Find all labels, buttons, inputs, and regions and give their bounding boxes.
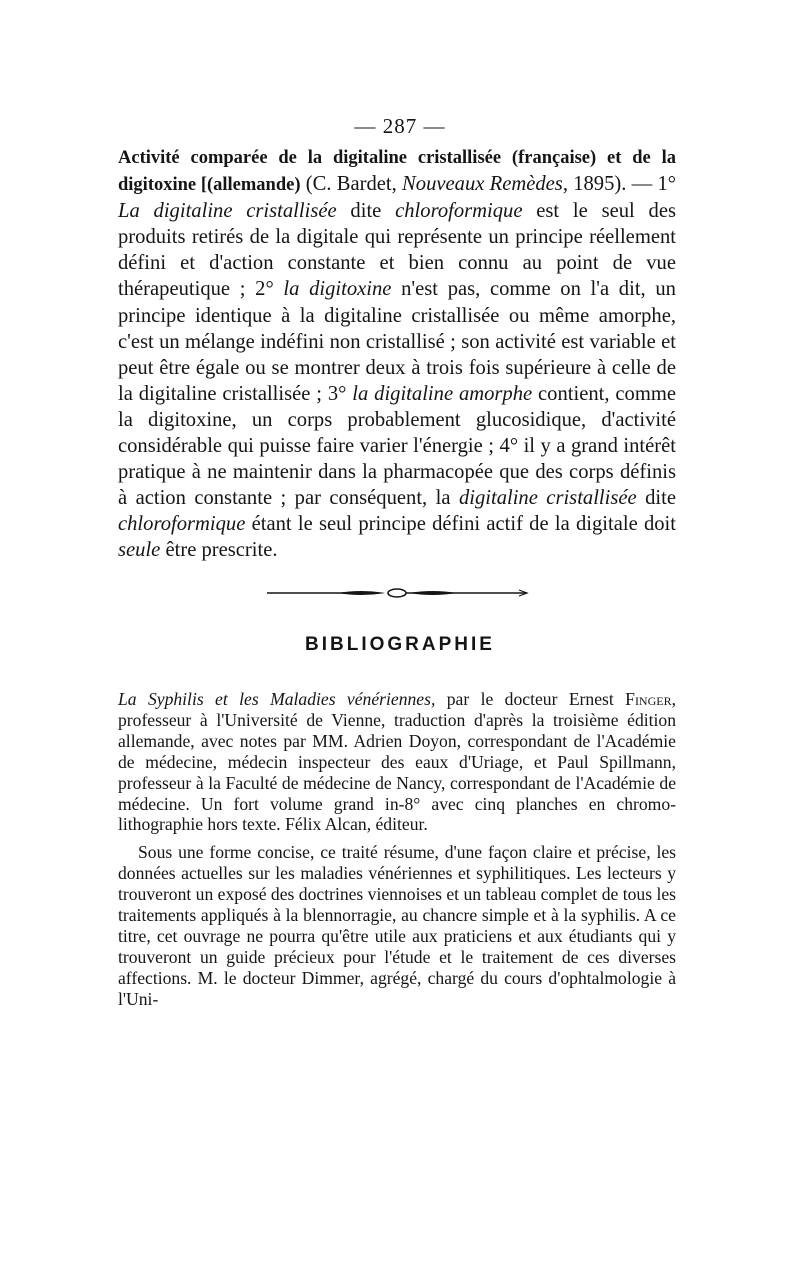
term-digitaline-cristallisee: La digitaline cristallisée	[118, 200, 337, 223]
term-seule: seule	[118, 539, 161, 562]
text-3: n'est pas, comme on l'a dit, un principe identique à la digitaline cristallisée ou même amorphe, c'est un mélange indéfini non cristallisé ; son activité est variable et peut être égale ou se montrer deux à trois fois supérieure à celle de la digitaline cristallisée ; 3°	[118, 278, 676, 405]
term-chloroformique: chloroformique	[395, 200, 523, 223]
text-7: être prescrite.	[160, 539, 278, 562]
bibliography-section	[118, 689, 676, 1010]
entry-author-prefix: par le docteur Ernest	[435, 689, 626, 709]
text-1: dite	[336, 200, 396, 223]
article-heading: Activité comparée de la digitaline cristallisée (française) et de la digitoxine [(allemande)	[118, 148, 676, 196]
term-digitaline-amorphe: la digitaline amorphe	[352, 382, 533, 405]
bibliography-title: BIBLIOGRAPHIE	[305, 634, 495, 655]
entry-author-name: Finger	[625, 689, 672, 709]
term-digitaline-cristallisee-2: digitaline cristallisée	[458, 487, 637, 510]
ornament-divider	[267, 583, 529, 603]
article-paragraph	[118, 144, 676, 564]
text-5: dite	[636, 487, 677, 510]
citation-open: (C. Bardet,	[300, 173, 403, 196]
entry-details: , professeur à l'Université de Vienne, traduction d'après la troisième édition allemande, avec notes par MM. Adrien Doyon, correspondant de l'Académie de médecine, médecin inspecteur des eaux d'Uriage, et Paul Spillmann, professeur à la Faculté de médecine de Nancy, correspondant de l'Académie de médecine. Un fort volume grand in-8° avec cinq planches en chromo-lithographie hors texte. Félix Alcan, éditeur.	[118, 689, 677, 835]
term-digitoxine: la digitoxine	[283, 278, 392, 301]
page-number: — 287 —	[354, 114, 446, 138]
text-4: contient, comme la digitoxine, un corps probablement glucosidique, d'activité considérable qui puisse faire varier l'énergie ; 4° il y a grand intérêt pratique à ne maintenir dans la pharmacopée que des corps définis à action constante ; par conséquent, la	[118, 382, 676, 510]
term-chloroformique-2: chloroformique	[118, 513, 246, 536]
text-2: est le seul des produits retirés de la digitale qui représente un principe réellement défini et d'action constante et bien connu au point de vue thérapeutique ; 2°	[118, 200, 676, 301]
text-6: étant le seul principe défini actif de la digitale doit	[245, 513, 676, 536]
book-review: Sous une forme concise, ce traité résume, d'une façon claire et précise, les données actuelles sur les maladies vénériennes et syphilitiques. Les lecteurs y trouveront un exposé des doctrines viennoises et un tableau complet de tous les traitements appliqués à la blennorragie, au chancre simple et à la syphilis. A ce titre, cet ouvrage ne pourra qu'être utile aux praticiens et aux étudiants qui y trouveront un guide précieux pour l'étude et le traitement de ces diverses affections. M. le docteur Dimmer, agrégé, chargé du cours d'ophtalmologie à l'Uni-	[118, 842, 676, 1009]
book-title: La Syphilis et les Maladies vénériennes,	[118, 689, 436, 709]
citation-close: , 1895). — 1°	[562, 173, 677, 196]
bibliography-entry	[118, 689, 676, 835]
article-section	[118, 144, 676, 564]
journal-title: Nouveaux Remèdes	[402, 173, 563, 196]
